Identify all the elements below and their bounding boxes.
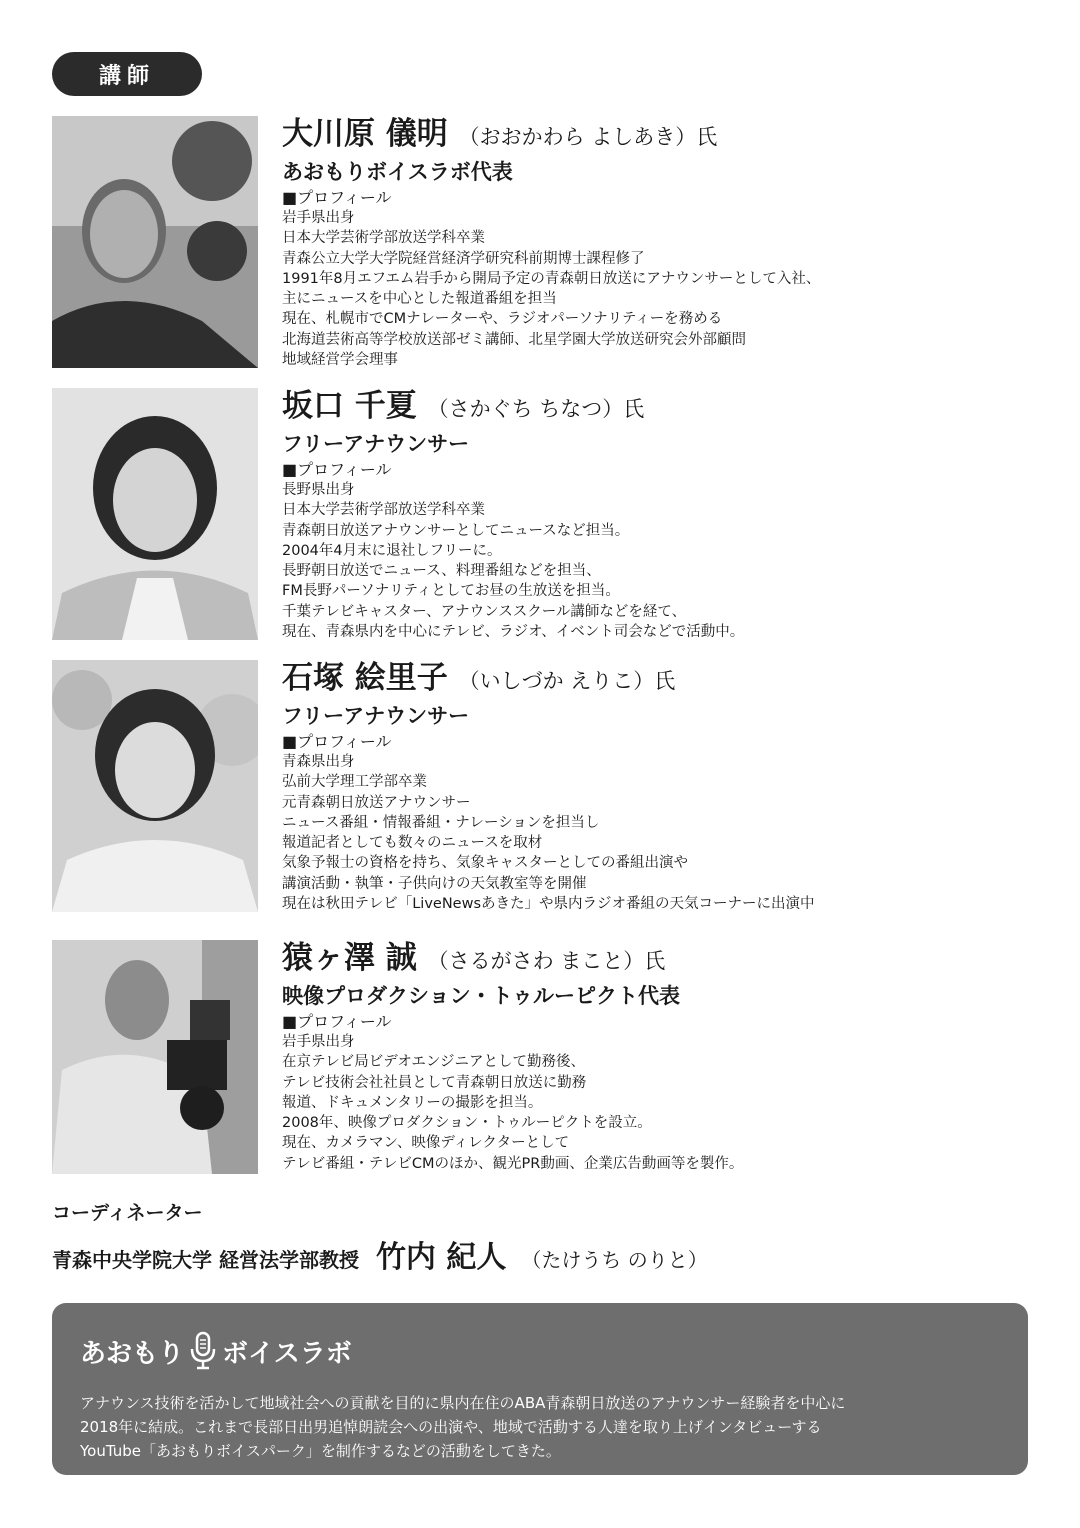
profile-line: 現在、札幌市でCMナレーターや、ラジオパーソナリティーを務める [282, 311, 723, 328]
lecturer-name: 大川原 儀明 [282, 116, 448, 152]
profile-line: 主にニュースを中心とした報道番組を担当 [282, 291, 557, 308]
profile-line: 2008年、映像プロダクション・トゥルーピクトを設立。 [282, 1115, 652, 1132]
lecturer-info [282, 388, 1042, 642]
logo-text-right: ボイスラボ [222, 1338, 352, 1369]
profile-line: 気象予報士の資格を持ち、気象キャスターとしての番組出演や [282, 855, 688, 872]
profile-line: 長野朝日放送でニュース、料理番組などを担当、 [282, 563, 601, 580]
profile-line: 岩手県出身 [282, 1034, 355, 1050]
profile-line: 2004年4月末に退社しフリーに。 [282, 542, 502, 559]
profile-line: 1991年8月エフエム岩手から開局予定の青森朝日放送にアナウンサーとして入社、 [282, 270, 821, 287]
profile-line: 青森公立大学大学院経営経済学研究科前期博士課程修了 [282, 250, 645, 267]
lecturer-name-line [282, 940, 1042, 979]
profile-line: 青森朝日放送アナウンサーとしてニュースなど担当。 [282, 522, 630, 539]
lecturer-role: フリーアナウンサー [282, 704, 470, 728]
profile-line: 北海道芸術高等学校放送部ゼミ講師、北星学園大学放送研究会外部顧問 [282, 331, 746, 348]
voice-lab-logo [80, 1329, 352, 1373]
coordinator-name: 竹内 紀人 [375, 1240, 507, 1275]
voice-lab-description [80, 1391, 1010, 1463]
lecturer-photo [52, 940, 258, 1174]
profile-line: FM長野パーソナリティとしてお昼の生放送を担当。 [282, 583, 620, 600]
section-title: 講師 [52, 52, 202, 96]
profile-line: 現在は秋田テレビ「LiveNewsあきた」や県内ラジオ番組の天気コーナーに出演中 [282, 896, 815, 913]
lecturer-info [282, 940, 1042, 1174]
profile-line: 現在、カメラマン、映像ディレクターとして [282, 1135, 570, 1152]
profile-list [282, 1032, 1042, 1174]
lecturer-role: フリーアナウンサー [282, 432, 470, 456]
profile-line: テレビ番組・テレビCMのほか、観光PR動画、企業広告動画等を製作。 [282, 1155, 744, 1172]
description-line: 2018年に結成。これまで長部日出男追悼朗読会への出演や、地域で活動する人達を取り上げインタビューする [80, 1418, 822, 1436]
profile-heading: ■プロフィール [282, 1012, 392, 1031]
profile-line: 青森県出身 [282, 754, 355, 770]
lecturer-photo [52, 116, 258, 368]
coordinator-affiliation: 青森中央学院大学 経営法学部教授 [52, 1248, 359, 1272]
lecturer-name: 石塚 絵里子 [282, 660, 448, 696]
profile-line: テレビ技術会社社員として青森朝日放送に勤務 [282, 1074, 587, 1091]
lecturer-info [282, 660, 1042, 914]
profile-line: 弘前大学理工学部卒業 [282, 774, 427, 791]
profile-line: 在京テレビ局ビデオエンジニアとして勤務後、 [282, 1054, 585, 1071]
logo-text-left: あおもり [80, 1338, 185, 1369]
profile-line: 報道、ドキュメンタリーの撮影を担当。 [282, 1094, 543, 1111]
profile-line: 元青森朝日放送アナウンサー [282, 794, 471, 811]
voice-lab-box [52, 1303, 1028, 1475]
lecturer-photo [52, 388, 258, 640]
lecturer-role: 映像プロダクション・トゥルーピクト代表 [282, 984, 681, 1008]
profile-line: ニュース番組・情報番組・ナレーションを担当し [282, 814, 600, 831]
lecturer-sarugasawa [52, 940, 1032, 1176]
profile-list [282, 480, 1042, 642]
profile-heading: ■プロフィール [282, 460, 392, 479]
coordinator-line [52, 1232, 708, 1276]
lecturer-name-line [282, 116, 1042, 155]
profile-line: 日本大学芸術学部放送学科卒業 [282, 230, 485, 247]
lecturer-info [282, 116, 1042, 370]
profile-heading: ■プロフィール [282, 732, 392, 751]
profile-line: 長野県出身 [282, 482, 355, 498]
lecturer-sakaguchi [52, 388, 1032, 642]
lecturer-name: 猿ヶ澤 誠 [282, 940, 417, 976]
profile-line: 千葉テレビキャスター、アナウンススクール講師などを経て、 [282, 603, 687, 620]
profile-line: 日本大学芸術学部放送学科卒業 [282, 502, 485, 519]
microphone-icon [188, 1331, 218, 1371]
description-line: アナウンス技術を活かして地域社会への貢献を目的に県内在住のABA青森朝日放送のアナウンサー経験者を中心に [80, 1394, 846, 1412]
lecturer-role: あおもりボイスラボ代表 [282, 160, 513, 184]
profile-list [282, 752, 1042, 914]
description-line: YouTube「あおもりボイスパーク」を制作するなどの活動をしてきた。 [80, 1442, 561, 1460]
lecturer-name: 坂口 千夏 [282, 388, 417, 424]
lecturer-name-line [282, 660, 1042, 699]
profile-line: 現在、青森県内を中心にテレビ、ラジオ、イベント司会などで活動中。 [282, 624, 745, 641]
lecturer-ookawara [52, 116, 1032, 370]
lecturer-photo [52, 660, 258, 912]
lecturer-ishizuka [52, 660, 1032, 914]
lecturer-reading: （おおかわら よしあき）氏 [458, 125, 718, 149]
profile-line: 報道記者としても数々のニュースを取材 [282, 835, 543, 852]
profile-heading: ■プロフィール [282, 188, 392, 207]
profile-line: 講演活動・執筆・子供向けの天気教室等を開催 [282, 875, 587, 892]
profile-line: 岩手県出身 [282, 210, 355, 226]
lecturer-reading: （いしづか えりこ）氏 [458, 669, 676, 693]
lecturer-name-line [282, 388, 1042, 427]
lecturer-reading: （さかぐち ちなつ）氏 [427, 397, 645, 421]
profile-list [282, 208, 1042, 370]
coordinator-reading: （たけうち のりと） [521, 1248, 708, 1272]
profile-line: 地域経営学会理事 [282, 352, 398, 369]
coordinator-label: コーディネーター [52, 1202, 203, 1224]
lecturer-reading: （さるがさわ まこと）氏 [427, 949, 666, 973]
